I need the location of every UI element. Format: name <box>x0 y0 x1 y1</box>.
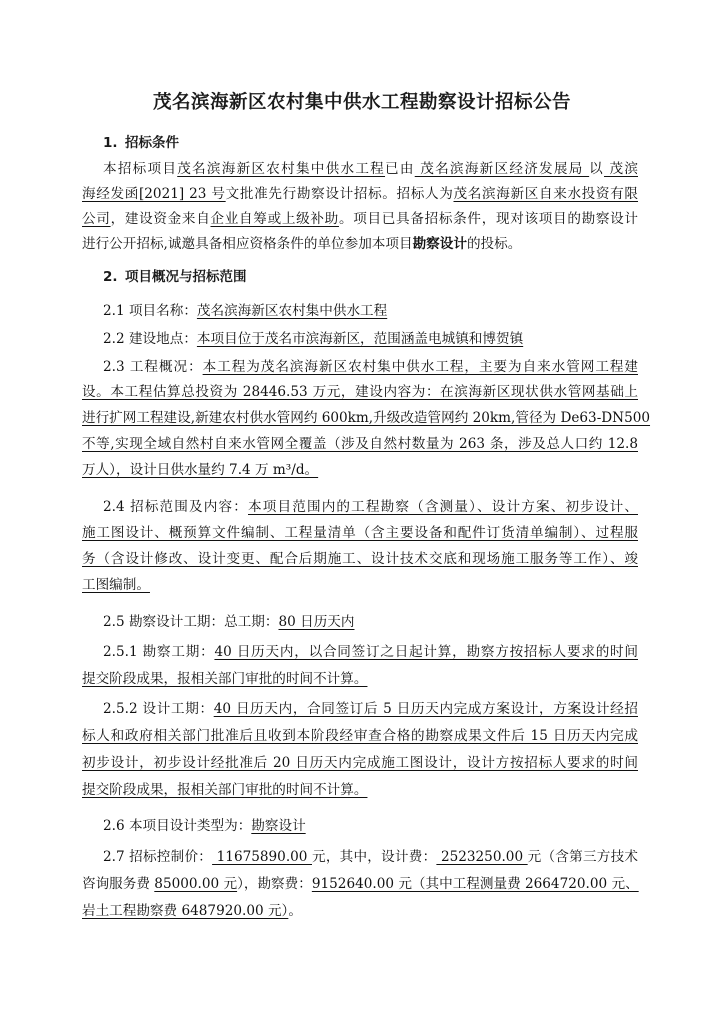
underlined-field: 茂名滨海新区经济发展局 <box>414 161 590 177</box>
underlined-field: 初步设计，初步设计经批准后 20 日历天内完成施工图设计，设计方按招标人要求的时间 <box>82 755 638 771</box>
section-1-number: 1. <box>103 135 118 151</box>
text-line <box>82 778 638 802</box>
text-segment: 文批准先行勘察设计招标。招标人为 <box>225 186 454 202</box>
page-title: 茂名滨海新区农村集中供水工程勘察设计招标公告 <box>152 92 571 113</box>
section-1-title: 招标条件 <box>125 135 179 151</box>
underlined-field: 务（含设计修改、设计变更、配合后期施工、设计技术交底和现场施工服务等工作）、竣 <box>82 551 638 567</box>
text-line <box>103 640 638 664</box>
underlined-field: 茂名滨海新区农村集中供水工程 <box>196 303 388 319</box>
underlined-field: 万人），设计日供水量约 7.4 万 m³/d。 <box>82 462 319 478</box>
text-line <box>82 872 638 896</box>
text-segment: 进行公开招标,诚邀具备相应资格条件的单位参加本项目 <box>82 236 413 252</box>
underlined-field: 茂名滨海新区自来水投资有限 <box>453 186 639 202</box>
text-segment: 。 <box>288 903 302 919</box>
text-line <box>103 610 638 634</box>
text-line <box>82 724 638 748</box>
underlined-field: 企业自筹或上级补助 <box>210 211 339 227</box>
text-line <box>103 299 638 323</box>
underlined-field: 2523250.00 <box>436 849 528 865</box>
text-segment: 的投标。 <box>466 236 522 252</box>
underlined-field: 公司 <box>82 211 111 227</box>
underlined-field: 85000.00 元 <box>154 876 238 892</box>
text-segment: 咨询服务费 <box>82 876 155 892</box>
underlined-field: 海经发函[2021] 23 号 <box>82 186 226 202</box>
text-segment: 2.6 本项目设计类型为： <box>103 818 252 834</box>
section-2-heading <box>103 265 247 285</box>
section-2-number: 2. <box>103 269 118 285</box>
text-line <box>82 432 638 456</box>
text-segment: 以 <box>589 161 604 177</box>
text-line <box>82 667 638 691</box>
text-segment: 2.7 招标控制价： <box>103 849 213 865</box>
section-2-title: 项目概况与招标范围 <box>125 269 247 285</box>
text-line <box>82 182 638 206</box>
underlined-field: 本工程为茂名滨海新区农村集中供水工程，主要为自来水管网工程建 <box>202 359 638 375</box>
text-segment: 2.2 建设地点： <box>103 331 197 347</box>
text-segment: ，建设资金来自 <box>110 211 211 227</box>
text-line <box>103 157 638 181</box>
underlined-field: 提交阶段成果，报相关部门审批的时间不计算。 <box>82 782 368 798</box>
text-line <box>82 458 638 482</box>
underlined-field: 本项目位于茂名市滨海新区，范围涵盖电城镇和博贺镇 <box>196 331 524 347</box>
underlined-field: 工图编制。 <box>82 577 150 593</box>
text-line <box>103 814 638 838</box>
text-segment: 本招标项目 <box>103 161 178 177</box>
text-line <box>103 327 638 351</box>
underlined-field: 9152640.00 元（其中工程测量费 2664720.00 元、 <box>311 876 639 892</box>
underlined-field: 11675890.00 <box>212 849 312 865</box>
text-line <box>82 380 638 404</box>
text-line <box>103 697 638 721</box>
underlined-field: 标人和政府相关部门批准后且收到本阶段经审查合格的勘察成果文件后 15 日历天内完成 <box>82 728 638 744</box>
underlined-field: 40 日历天内，合同签订后 5 日历天内完成方案设计，方案设计经招 <box>213 701 638 717</box>
underlined-field: 岩土工程勘察费 6487920.00 元） <box>82 903 289 919</box>
text-line <box>82 751 638 775</box>
underlined-field: 设。本工程估算总投资为 28446.53 万元，建设内容为：在滨海新区现状供水管网基础上 <box>82 384 638 400</box>
text-segment: 2.5.2 设计工期： <box>103 701 214 717</box>
text-line <box>103 355 638 379</box>
text-line <box>82 547 638 571</box>
text-line <box>82 573 638 597</box>
underlined-field: 勘察设计 <box>251 818 306 834</box>
text-segment: 2.3 工程概况： <box>103 359 203 375</box>
bold-text: 勘察设计 <box>412 236 467 252</box>
underlined-field: 提交阶段成果，报相关部门审批的时间不计算。 <box>82 671 368 687</box>
text-line <box>103 495 638 519</box>
underlined-field: 本项目范围内的工程勘察（含测量）、设计方案、初步设计、 <box>248 499 638 515</box>
section-1-heading <box>103 131 179 151</box>
text-line <box>82 899 638 923</box>
text-line <box>82 521 638 545</box>
underlined-field: 40 日历天内，以合同签订之日起计算，勘察方按招标人要求的时间 <box>214 644 638 660</box>
underlined-field: 进行扩网工程建设,新建农村供水管网约 600km,升级改造管网约 20km,管径为 De63-DN500 <box>82 410 651 426</box>
underlined-field: 茂滨 <box>603 161 638 177</box>
text-segment: 已由 <box>385 161 415 177</box>
text-segment: 。项目已具备招标条件，现对该项目的勘察设计 <box>338 211 639 227</box>
underlined-field: 茂名滨海新区农村集中供水工程 <box>177 161 386 177</box>
text-segment: 2.5 勘察设计工期：总工期： <box>103 614 279 630</box>
text-segment: 元，其中，设计费： <box>312 849 437 865</box>
underlined-field: 80 日历天内 <box>278 614 355 630</box>
text-line <box>103 845 638 869</box>
text-segment: 2.1 项目名称： <box>103 303 197 319</box>
text-segment: 元（含第三方技术 <box>527 849 638 865</box>
text-line <box>82 232 638 256</box>
text-line <box>82 406 651 430</box>
text-segment: ），勘察费： <box>237 876 312 892</box>
text-line <box>82 207 638 231</box>
underlined-field: 施工图设计、概预算文件编制、工程量清单（含主要设备和配件订货清单编制）、过程服 <box>82 525 638 541</box>
underlined-field: 不等,实现全域自然村自来水管网全覆盖（涉及自然村数量为 263 条，涉及总人口约 12.8 <box>82 436 638 452</box>
text-segment: 2.4 招标范围及内容： <box>103 499 248 515</box>
text-segment: 2.5.1 勘察工期： <box>103 644 215 660</box>
